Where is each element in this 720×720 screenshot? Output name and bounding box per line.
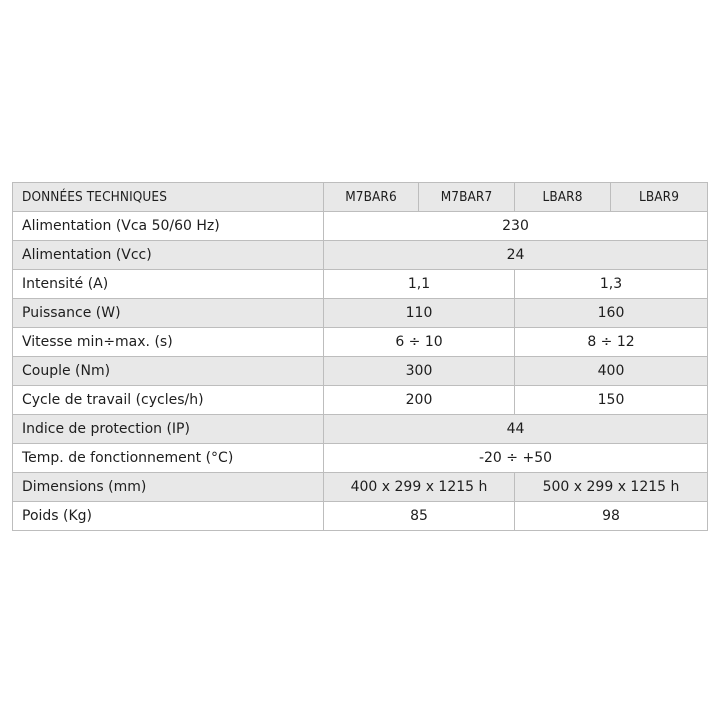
table-row-indice-de-protection [13, 415, 708, 444]
row-value-all: 24 [324, 241, 708, 270]
table-row-temperature [13, 444, 708, 473]
row-value-group-b: 500 x 299 x 1215 h [515, 473, 708, 502]
row-label: Alimentation (Vcc) [13, 241, 324, 270]
row-value-group-a: 110 [324, 299, 515, 328]
row-label: Alimentation (Vca 50/60 Hz) [13, 212, 324, 241]
row-label: Dimensions (mm) [13, 473, 324, 502]
row-value-group-a: 200 [324, 386, 515, 415]
table-row-intensite [13, 270, 708, 299]
row-value-group-a: 300 [324, 357, 515, 386]
model-m7bar7: M7BAR7 [419, 183, 515, 212]
row-value-all: -20 ÷ +50 [324, 444, 708, 473]
table-row-puissance [13, 299, 708, 328]
table-title: DONNÉES TECHNIQUES [13, 183, 324, 212]
row-label: Indice de protection (IP) [13, 415, 324, 444]
row-value-group-b: 400 [515, 357, 708, 386]
row-label: Vitesse min÷max. (s) [13, 328, 324, 357]
row-value-group-b: 150 [515, 386, 708, 415]
table-row-vitesse [13, 328, 708, 357]
table-row-alimentation-vca [13, 212, 708, 241]
row-value-all: 230 [324, 212, 708, 241]
row-label: Cycle de travail (cycles/h) [13, 386, 324, 415]
table-row-cycle-de-travail [13, 386, 708, 415]
row-value-all: 44 [324, 415, 708, 444]
row-value-group-a: 1,1 [324, 270, 515, 299]
row-value-group-b: 160 [515, 299, 708, 328]
model-m7bar6: M7BAR6 [324, 183, 419, 212]
technical-data-table [12, 182, 708, 531]
row-value-group-a: 85 [324, 502, 515, 531]
row-label: Intensité (A) [13, 270, 324, 299]
table-row-couple [13, 357, 708, 386]
table-row-poids [13, 502, 708, 531]
header-row [13, 183, 708, 212]
row-label: Temp. de fonctionnement (°C) [13, 444, 324, 473]
row-label: Puissance (W) [13, 299, 324, 328]
table-row-dimensions [13, 473, 708, 502]
model-lbar9: LBAR9 [611, 183, 708, 212]
row-value-group-b: 8 ÷ 12 [515, 328, 708, 357]
row-value-group-a: 400 x 299 x 1215 h [324, 473, 515, 502]
row-value-group-a: 6 ÷ 10 [324, 328, 515, 357]
table-row-alimentation-vcc [13, 241, 708, 270]
model-lbar8: LBAR8 [515, 183, 611, 212]
row-value-group-b: 1,3 [515, 270, 708, 299]
row-label: Poids (Kg) [13, 502, 324, 531]
row-label: Couple (Nm) [13, 357, 324, 386]
row-value-group-b: 98 [515, 502, 708, 531]
